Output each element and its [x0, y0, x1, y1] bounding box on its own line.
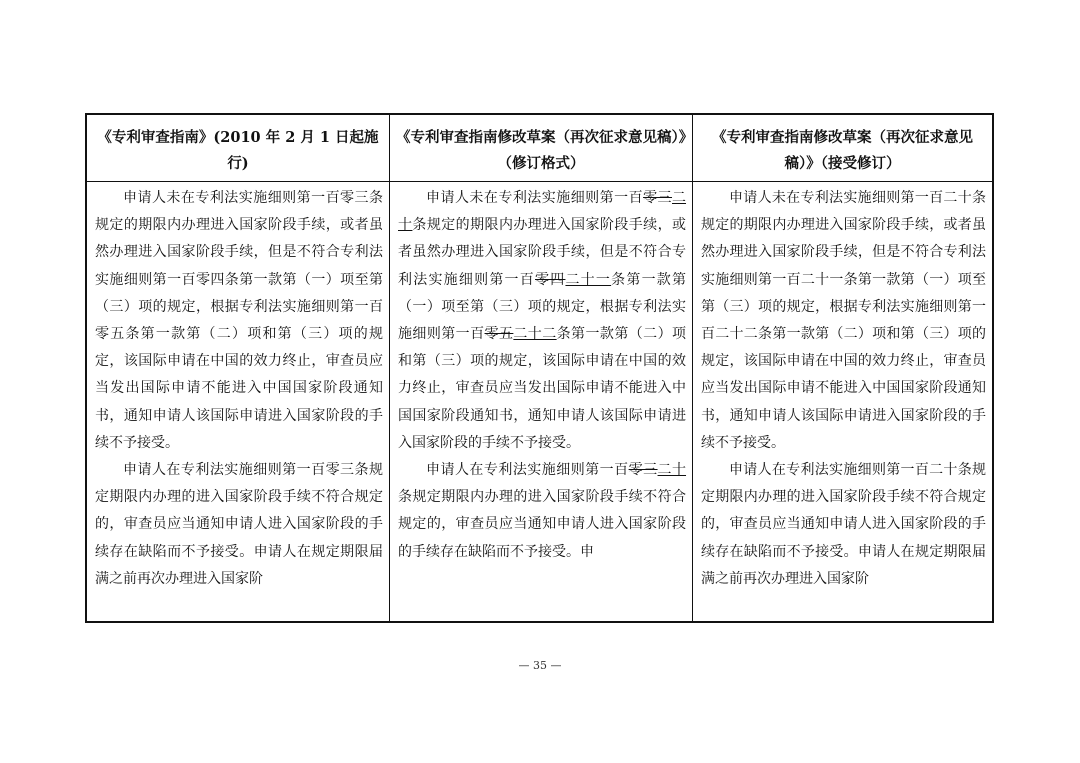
inserted-text: 二十	[657, 462, 687, 479]
table-body-row	[87, 182, 992, 621]
deleted-text: 零四	[535, 271, 566, 288]
text-run: 条规定期限内办理的进入国家阶段手续不符合规定的，审查员应当通知申请人进入国家阶段的手续存在缺陷而不予接受。申	[398, 489, 686, 560]
accepted-paragraph-2: 申请人在专利法实施细则第一百二十条规定期限内办理的进入国家阶段手续不符合规定的，审查员应当通知申请人进入国家阶段的手续存在缺陷而不予接受。申请人在规定期限届满之前再次办理进入国家阶	[701, 462, 986, 587]
page-number: — 35 —	[518, 659, 562, 672]
header-col-accepted: 《专利审查指南修改草案（再次征求意见稿）》（接受修订）	[712, 129, 973, 172]
text-run: 申请人在专利法实施细则第一百	[426, 462, 629, 479]
cell-original	[87, 182, 390, 621]
text-run: 条第一款第（二）项和第（三）项的规定，该国际申请在中国的效力终止，审查员应当发出国际申请不能进入中国国家阶段通知书，通知申请人该国际申请进入国家阶段的手续不予接受。	[398, 326, 687, 451]
tracked-paragraph-1	[398, 185, 686, 457]
inserted-text: 二十	[398, 190, 687, 234]
accepted-paragraph-1: 申请人未在专利法实施细则第一百二十条规定的期限内办理进入国家阶段手续，或者虽然办理进入国家阶段手续，但是不符合专利法实施细则第一百二十一条第一款第（一）项至第（三）项的规定，根据专利法实施细则第一百二十二条第一款第（二）项和第（三）项的规定，该国际申请在中国的效力终止，审查员应当发出国际申请不能进入中国国家阶段通知书，通知申请人该国际申请进入国家阶段的手续不予接受。	[701, 190, 986, 451]
text-run: 申请人未在专利法实施细则第一百	[426, 190, 644, 206]
cell-tracked	[390, 182, 693, 621]
original-paragraph-1: 申请人未在专利法实施细则第一百零三条规定的期限内办理进入国家阶段手续，或者虽然办理进入国家阶段手续，但是不符合专利法实施细则第一百零四条第一款第（一）项至第（三）项的规定，根据专利法实施细则第一百零五条第一款第（二）项和第（三）项的规定，该国际申请在中国的效力终止，审查员应当发出国际申请不能进入中国国家阶段通知书，通知申请人该国际申请进入国家阶段的手续不予接受。	[95, 190, 383, 451]
inserted-text: 二十二	[513, 326, 557, 343]
inserted-text: 二十一	[565, 271, 612, 288]
header-col-tracked: 《专利审查指南修改草案（再次征求意见稿）》（修订格式）	[390, 115, 693, 181]
deleted-text: 零三	[643, 190, 673, 206]
cell-accepted	[693, 182, 992, 621]
table-header-row	[87, 115, 992, 182]
comparison-table	[85, 113, 994, 623]
header-col-original: 《专利审查指南》(2010 年 2 月 1 日起施行)	[87, 115, 390, 181]
deleted-text: 零三	[628, 462, 658, 479]
text-run: 条规定的期限内办理进入国家阶段手续，或者虽然办理进入国家阶段手续，但是不符合专利法实施细则第一百	[398, 217, 686, 288]
original-paragraph-2: 申请人在专利法实施细则第一百零三条规定期限内办理的进入国家阶段手续不符合规定的，审查员应当通知申请人进入国家阶段的手续存在缺陷而不予接受。申请人在规定期限届满之前再次办理进入国家阶	[95, 462, 383, 587]
text-run: 条第一款第（一）项至第（三）项的规定，根据专利法实施细则第一百	[398, 271, 687, 343]
tracked-paragraph-2	[398, 457, 686, 566]
deleted-text: 零五	[484, 326, 514, 343]
